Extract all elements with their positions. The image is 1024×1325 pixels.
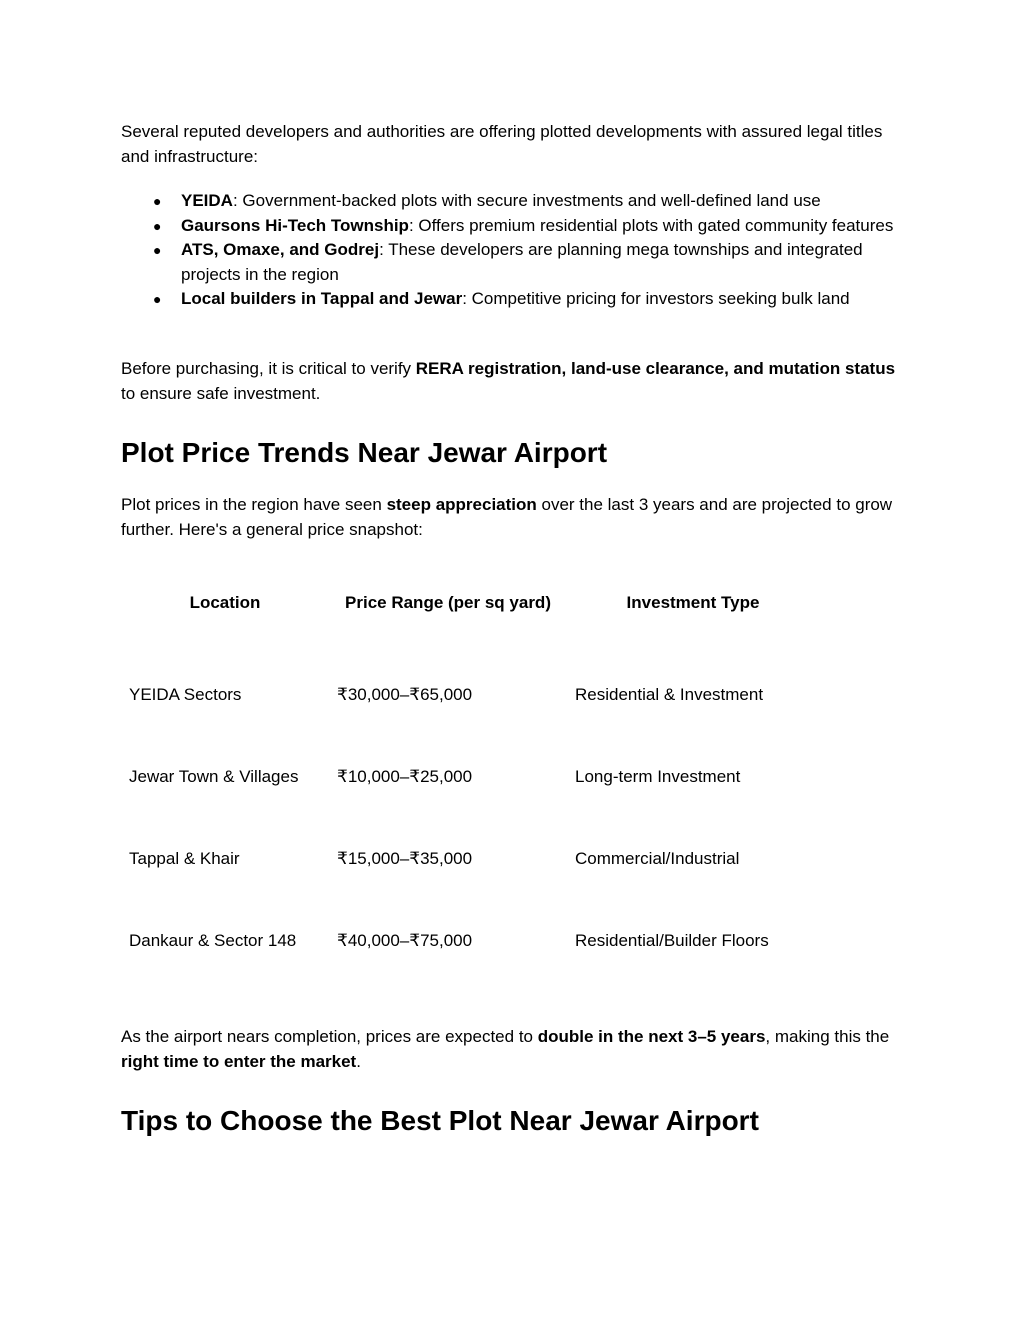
cell-location: YEIDA Sectors: [129, 684, 242, 704]
bullet-icon: ●: [153, 242, 162, 258]
verify-emphasis: RERA registration, land-use clearance, and mutation status: [415, 358, 896, 378]
cell-location: Jewar Town & Villages: [129, 766, 299, 786]
header-location: Location: [189, 592, 261, 612]
table-row: [121, 846, 819, 928]
conclusion-emphasis: right time to enter the market: [121, 1051, 357, 1071]
developer-name: YEIDA: [181, 191, 233, 210]
trends-emphasis: steep appreciation: [386, 494, 537, 514]
conclusion-emphasis: double in the next 3–5 years: [537, 1026, 766, 1046]
developer-list: [121, 189, 911, 312]
trends-heading: Plot Price Trends Near Jewar Airport: [121, 436, 608, 468]
header-investment-type: Investment Type: [626, 592, 760, 612]
trends-text: Plot prices in the region have seen: [121, 494, 387, 514]
cell-investment-type: Residential & Investment: [575, 684, 764, 704]
trends-text-end: over the last 3 years and are projected to grow further. Here's a general price snapshot:: [121, 494, 893, 539]
cell-location: Dankaur & Sector 148: [129, 930, 297, 950]
developer-name: ATS, Omaxe, and Godrej: [181, 240, 380, 259]
developer-name: Local builders in Tappal and Jewar: [181, 289, 463, 308]
list-item: [121, 214, 901, 239]
cell-investment-type: Commercial/Industrial: [575, 848, 740, 868]
verify-paragraph: [121, 356, 911, 406]
cell-location: Tappal & Khair: [129, 848, 240, 868]
table-row: [121, 928, 819, 1010]
list-item: [121, 238, 901, 287]
header-price-range: Price Range (per sq yard): [345, 592, 551, 612]
cell-investment-type: Residential/Builder Floors: [575, 930, 769, 950]
conclusion-text: As the airport nears completion, prices are expected to: [121, 1026, 538, 1046]
cell-price-range: ₹40,000–₹75,000: [337, 930, 473, 950]
cell-price-range: ₹15,000–₹35,000: [337, 848, 473, 868]
tips-heading: Tips to Choose the Best Plot Near Jewar Airport: [121, 1104, 759, 1136]
list-item: [121, 189, 901, 214]
conclusion-paragraph: [121, 1024, 911, 1074]
verify-text: Before purchasing, it is critical to verify: [121, 358, 416, 378]
conclusion-text-end: .: [356, 1051, 361, 1071]
table-header-row: [121, 582, 819, 682]
developer-description: : Government-backed plots with secure investments and well-defined land use: [232, 191, 821, 210]
bullet-icon: ●: [153, 193, 162, 209]
table-row: [121, 764, 819, 846]
table-row: [121, 682, 819, 764]
bullet-icon: ●: [153, 217, 162, 234]
developer-description: : Offers premium residential plots with gated community features: [408, 215, 894, 235]
intro-paragraph: Several reputed developers and authorities are offering plotted developments with assured legal titles and infrastructure:: [121, 122, 883, 166]
document-page: [121, 119, 911, 1138]
cell-price-range: ₹30,000–₹65,000: [337, 684, 473, 704]
conclusion-text: , making this the: [765, 1026, 890, 1046]
verify-text-end: to ensure safe investment.: [121, 383, 321, 403]
price-table: [121, 582, 819, 1010]
trends-paragraph: [121, 492, 911, 542]
developer-description: : Competitive pricing for investors seeking bulk land: [462, 289, 850, 308]
bullet-icon: ●: [153, 291, 162, 307]
list-item: [121, 287, 901, 312]
cell-investment-type: Long-term Investment: [575, 766, 741, 786]
developer-description: : These developers are planning mega townships and integrated projects in the region: [181, 240, 863, 284]
cell-price-range: ₹10,000–₹25,000: [337, 766, 473, 786]
developer-name: Gaursons Hi-Tech Township: [181, 215, 409, 235]
